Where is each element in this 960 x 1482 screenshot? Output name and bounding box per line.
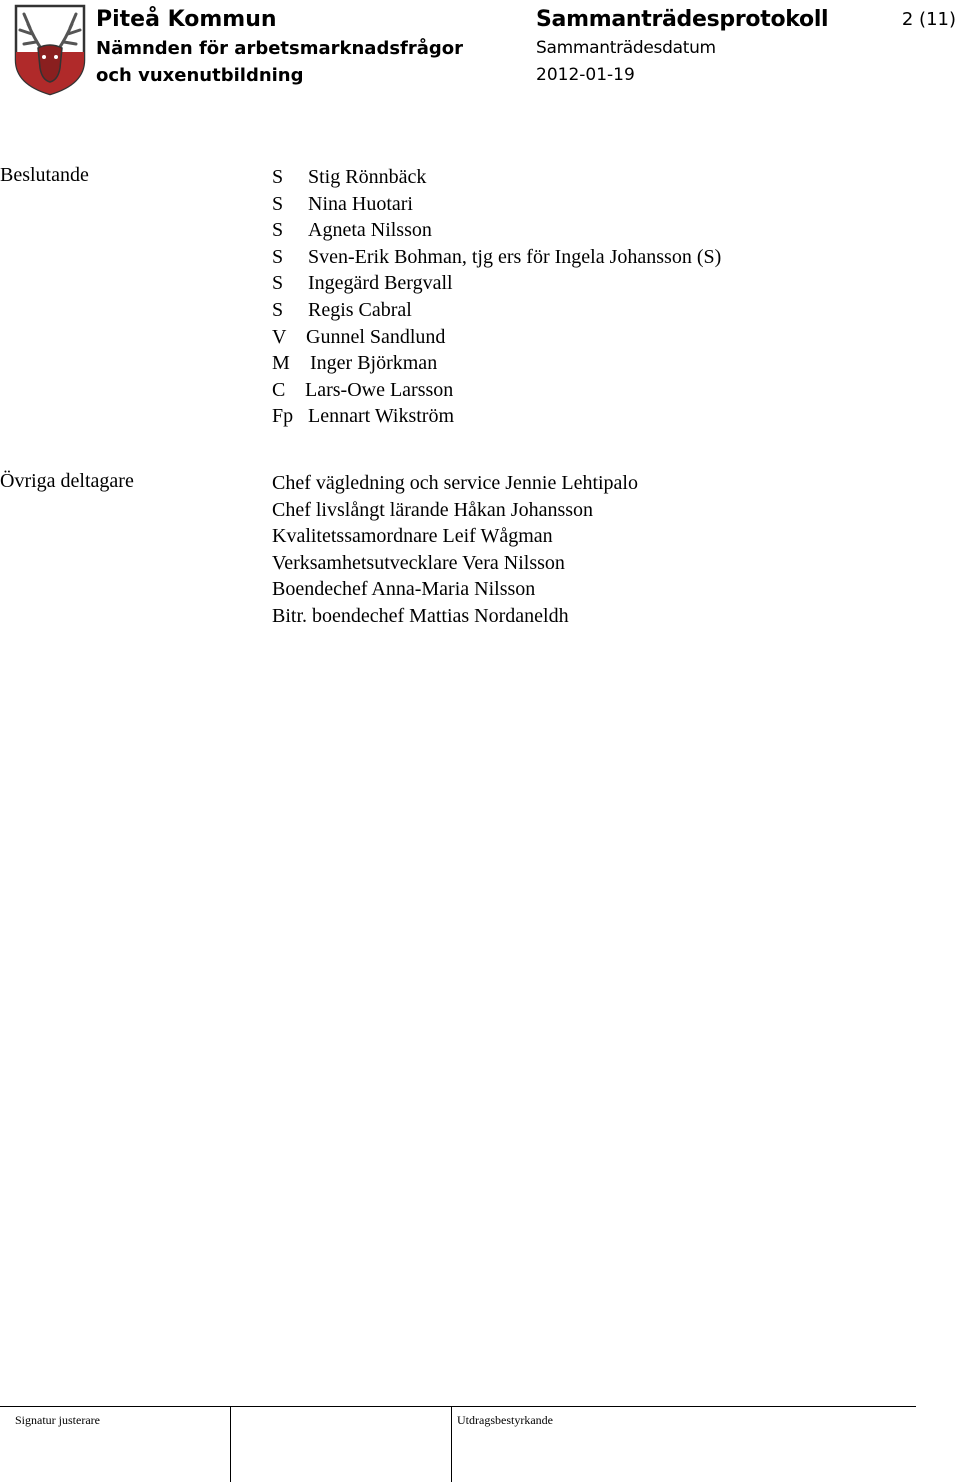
list-item (272, 350, 721, 377)
pitea-coat-of-arms-logo (12, 2, 88, 96)
list-item: Boendechef Anna-Maria Nilsson (272, 578, 536, 601)
member-name: Lennart Wikström (308, 405, 455, 428)
party-code: S (272, 298, 284, 321)
document-header (536, 5, 828, 89)
member-name: Regis Cabral (308, 298, 412, 321)
beslutande-list (272, 164, 721, 430)
meeting-date-label: Sammanträdesdatum (536, 38, 716, 58)
party-code: Fp (272, 405, 294, 428)
member-name: Agneta Nilsson (308, 219, 432, 242)
list-item (272, 377, 721, 404)
signatur-justerare-label: Signatur justerare (15, 1413, 100, 1427)
org-name: Piteå Kommun (96, 7, 277, 32)
footer-divider (451, 1407, 452, 1482)
beslutande-label: Beslutande (0, 164, 89, 186)
member-name: Ingegärd Bergvall (308, 272, 453, 295)
party-code: V (272, 325, 287, 348)
party-code: C (272, 378, 286, 401)
member-name: Sven-Erik Bohman, tjg ers för Ingela Johansson (S) (308, 245, 722, 268)
page-number: 2 (11) (901, 9, 956, 30)
meeting-date-value: 2012-01-19 (536, 65, 635, 85)
party-code: M (272, 352, 290, 375)
member-name: Gunnel Sandlund (306, 325, 446, 348)
organization-header (96, 5, 463, 89)
list-item (272, 297, 721, 324)
list-item: Verksamhetsutvecklare Vera Nilsson (272, 551, 565, 574)
list-item (272, 217, 721, 244)
member-name: Inger Björkman (310, 352, 438, 375)
list-item (272, 324, 721, 351)
party-code: S (272, 192, 284, 215)
committee-name-line1: Nämnden för arbetsmarknadsfrågor (96, 38, 464, 59)
list-item: Chef livslångt lärande Håkan Johansson (272, 498, 594, 521)
committee-name-line2: och vuxenutbildning (96, 65, 304, 86)
party-code: S (272, 272, 284, 295)
document-title: Sammanträdesprotokoll (536, 7, 829, 32)
footer-divider (230, 1407, 231, 1482)
party-code: S (272, 219, 284, 242)
utdragsbestyrkande-label: Utdragsbestyrkande (457, 1413, 553, 1427)
signature-footer (0, 1406, 916, 1482)
member-name: Stig Rönnbäck (308, 166, 427, 188)
ovriga-deltagare-label: Övriga deltagare (0, 470, 134, 492)
party-code: S (272, 166, 284, 188)
list-item (272, 191, 721, 218)
ovriga-deltagare-list (272, 470, 638, 630)
member-name: Lars-Owe Larsson (305, 378, 454, 401)
list-item (272, 403, 721, 430)
list-item: Bitr. boendechef Mattias Nordaneldh (272, 604, 569, 627)
list-item (272, 244, 721, 271)
list-item: Kvalitetssamordnare Leif Wågman (272, 525, 553, 548)
list-item: Chef vägledning och service Jennie Lehtipalo (272, 472, 638, 494)
list-item (272, 270, 721, 297)
member-name: Nina Huotari (308, 192, 413, 215)
list-item (272, 164, 721, 191)
party-code: S (272, 245, 284, 268)
